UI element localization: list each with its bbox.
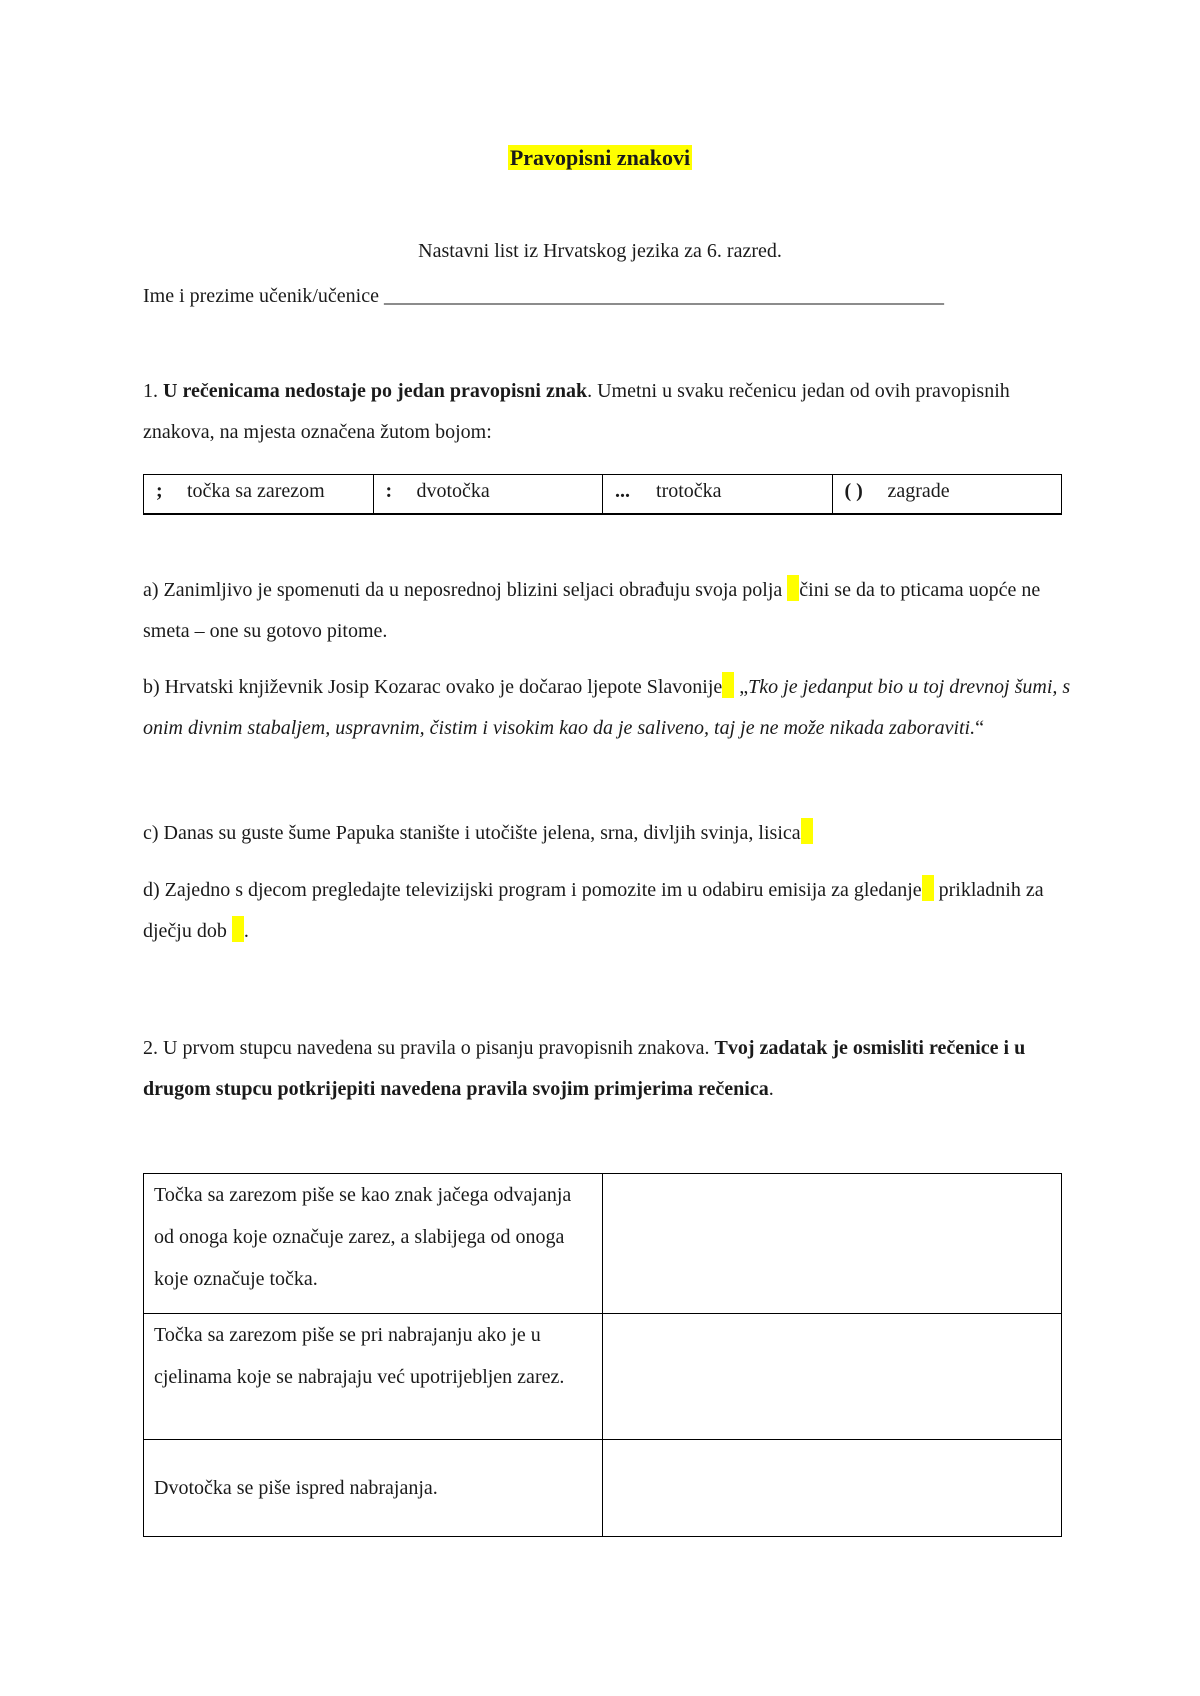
answer-cell[interactable] — [602, 1440, 1061, 1537]
rule-cell: Točka sa zarezom piše se pri nabrajanju ako je u cjelinama koje se nabrajaju već upotrijebljen zarez. — [144, 1314, 603, 1440]
sentence-b — [143, 667, 1073, 749]
task-2-end: . — [768, 1078, 774, 1100]
name-label: Ime i prezime učenik/učenice — [143, 285, 379, 307]
task-2-instructions — [143, 1028, 1073, 1110]
sentence-d — [143, 870, 1073, 952]
sentence-d-end: . — [243, 920, 249, 942]
rule-cell: Dvotočka se piše ispred nabrajanja. — [144, 1440, 603, 1537]
quote-open: „ — [739, 676, 749, 698]
name-blank-field[interactable]: ________________________________________________________ — [384, 285, 944, 307]
blank-mark-c[interactable] — [801, 818, 813, 844]
ellipsis-symbol: ... — [615, 480, 631, 502]
table-row — [144, 1174, 1062, 1314]
colon-label: dvotočka — [416, 480, 490, 502]
punctuation-signs-table — [143, 474, 1062, 515]
semicolon-label: točka sa zarezom — [187, 480, 325, 502]
sign-cell-ellipsis — [603, 475, 832, 515]
answer-cell[interactable] — [602, 1174, 1061, 1314]
blank-mark-d1[interactable] — [922, 875, 934, 901]
brackets-label: zagrade — [887, 480, 950, 502]
blank-mark-a[interactable] — [787, 575, 799, 601]
subtitle: Nastavni list iz Hrvatskog jezika za 6. razred. — [418, 240, 782, 262]
table-row — [144, 1440, 1062, 1537]
task-2-intro: 2. U prvom stupcu navedena su pravila o pisanju pravopisnih znakova. — [143, 1037, 715, 1059]
sentence-c — [143, 813, 1073, 854]
answer-cell[interactable] — [602, 1314, 1061, 1440]
brackets-symbol: ( ) — [844, 480, 863, 502]
sentence-b-part1: b) Hrvatski književnik Josip Kozarac ovako je dočarao ljepote Slavonije — [143, 676, 723, 698]
sentence-a — [143, 570, 1073, 652]
blank-mark-d2[interactable] — [232, 916, 244, 942]
task-1-number: 1. — [143, 380, 158, 402]
page-title — [0, 143, 1200, 173]
ellipsis-label: trotočka — [656, 480, 722, 502]
semicolon-symbol: ; — [156, 480, 163, 502]
sentence-c-part1: c) Danas su guste šume Papuka stanište i utočište jelena, srna, divljih svinja, lisica — [143, 822, 801, 844]
sentence-a-part1: a) Zanimljivo je spomenuti da u neposrednoj blizini seljaci obrađuju svoja polja — [143, 579, 783, 601]
table-row — [144, 1314, 1062, 1440]
sentence-d-part2: prikladnih za dječju dob — [143, 879, 1044, 942]
quote-close: “ — [975, 717, 984, 739]
task-1-rest: . Umetni u svaku rečenicu jedan od ovih pravopisnih znakova, na mjesta označena žutom bojom: — [143, 380, 1010, 443]
blank-mark-b[interactable] — [722, 672, 734, 698]
task-2-bold: Tvoj zadatak je osmisliti rečenice i u drugom stupcu potkrijepiti navedena pravila svojim primjerima rečenica — [143, 1037, 1026, 1100]
task-1-bold: U rečenicama nedostaje po jedan pravopisni znak — [163, 380, 588, 402]
kozarac-quote: Tko je jedanput bio u toj drevnoj šumi, s onim divnim stabaljem, uspravnim, čistim i visokim kao da je saliveno, taj je ne može nikada zaboraviti. — [143, 676, 1071, 739]
sign-cell-semicolon — [144, 475, 374, 515]
sign-cell-colon — [373, 475, 603, 515]
student-name-line — [143, 281, 944, 311]
colon-symbol: : — [385, 480, 393, 502]
title-text: Pravopisni znakovi — [509, 145, 691, 170]
rule-cell: Točka sa zarezom piše se kao znak jačega odvajanja od onoga koje označuje zarez, a slabijega od onoga koje označuje točka. — [144, 1174, 603, 1314]
sign-cell-brackets — [832, 475, 1062, 515]
sentence-d-part1: d) Zajedno s djecom pregledajte televizijski program i pomozite im u odabiru emisija za gledanje — [143, 879, 922, 901]
sentence-a-part2: čini se da to pticama uopće ne smeta – one su gotovo pitome. — [143, 579, 1041, 642]
rules-table — [143, 1173, 1062, 1537]
task-1-instructions — [143, 371, 1073, 453]
